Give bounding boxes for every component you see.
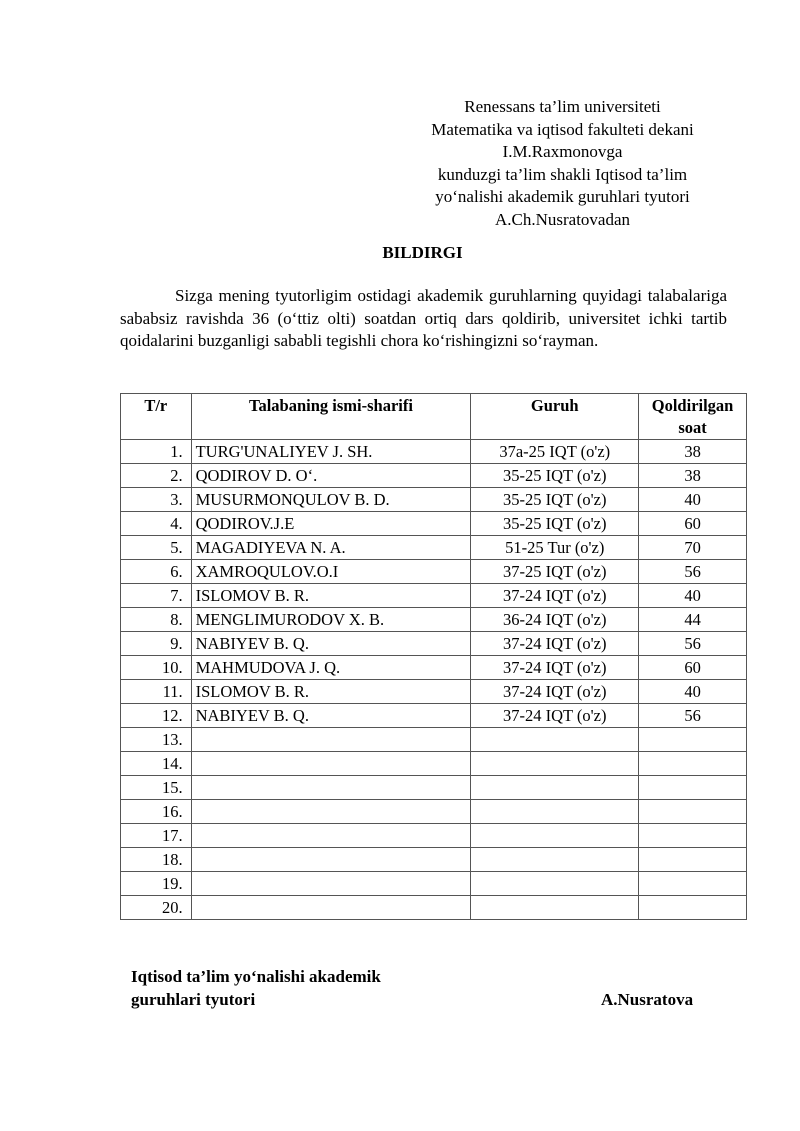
row-number: 2. (121, 464, 192, 488)
row-number: 20. (121, 896, 192, 920)
row-number: 7. (121, 584, 192, 608)
student-name (191, 824, 471, 848)
header-number: T/r (121, 394, 192, 440)
missed-hours (639, 872, 747, 896)
table-row (121, 656, 747, 680)
row-number: 9. (121, 632, 192, 656)
missed-hours: 38 (639, 440, 747, 464)
table-row (121, 488, 747, 512)
student-name: NABIYEV B. Q. (191, 632, 471, 656)
student-name: ISLOMOV B. R. (191, 680, 471, 704)
signature-title (131, 965, 451, 1011)
missed-hours: 38 (639, 464, 747, 488)
table-header-row (121, 394, 747, 440)
missed-hours: 56 (639, 560, 747, 584)
student-group (471, 752, 639, 776)
student-group: 35-25 IQT (o'z) (471, 464, 639, 488)
addressee-line: I.M.Raxmonovga (502, 142, 623, 162)
students-table (120, 393, 747, 920)
student-name: TURG'UNALIYEV J. SH. (191, 440, 471, 464)
student-group: 37a-25 IQT (o'z) (471, 440, 639, 464)
student-group: 36-24 IQT (o'z) (471, 608, 639, 632)
student-name (191, 896, 471, 920)
row-number: 10. (121, 656, 192, 680)
row-number: 6. (121, 560, 192, 584)
table-row (121, 752, 747, 776)
table-row (121, 560, 747, 584)
student-group (471, 728, 639, 752)
student-group (471, 824, 639, 848)
missed-hours: 60 (639, 512, 747, 536)
student-name: NABIYEV B. Q. (191, 704, 471, 728)
table-row (121, 464, 747, 488)
missed-hours: 60 (639, 656, 747, 680)
row-number: 11. (121, 680, 192, 704)
student-group: 37-24 IQT (o'z) (471, 680, 639, 704)
student-name: MENGLIMURODOV X. B. (191, 608, 471, 632)
table-row (121, 776, 747, 800)
student-name: MAGADIYEVA N. A. (191, 536, 471, 560)
table-row (121, 608, 747, 632)
header-hours: Qoldirilgan soat (639, 394, 747, 440)
missed-hours (639, 728, 747, 752)
student-group (471, 896, 639, 920)
missed-hours (639, 896, 747, 920)
student-group (471, 800, 639, 824)
student-group: 37-24 IQT (o'z) (471, 656, 639, 680)
missed-hours (639, 824, 747, 848)
row-number: 4. (121, 512, 192, 536)
header-group: Guruh (471, 394, 639, 440)
student-name (191, 776, 471, 800)
document-title: BILDIRGI (382, 243, 463, 262)
missed-hours: 40 (639, 584, 747, 608)
student-name: QODIROV.J.E (191, 512, 471, 536)
row-number: 15. (121, 776, 192, 800)
row-number: 13. (121, 728, 192, 752)
signature-name: A.Nusratova (601, 990, 694, 1009)
student-group (471, 872, 639, 896)
missed-hours: 40 (639, 488, 747, 512)
addressee-line: kunduzgi ta’lim shakli Iqtisod ta’lim (437, 164, 688, 184)
student-name (191, 848, 471, 872)
addressee-line: Matematika va iqtisod fakulteti dekani (431, 119, 694, 139)
row-number: 14. (121, 752, 192, 776)
student-name (191, 752, 471, 776)
row-number: 16. (121, 800, 192, 824)
missed-hours (639, 848, 747, 872)
student-group: 37-24 IQT (o'z) (471, 632, 639, 656)
table-row (121, 704, 747, 728)
missed-hours (639, 800, 747, 824)
row-number: 12. (121, 704, 192, 728)
missed-hours: 40 (639, 680, 747, 704)
table-row (121, 632, 747, 656)
student-group: 51-25 Tur (o'z) (471, 536, 639, 560)
addressee-line: Renessans ta’lim universiteti (464, 97, 661, 116)
row-number: 1. (121, 440, 192, 464)
header-name: Talabaning ismi-sharifi (191, 394, 471, 440)
student-name (191, 872, 471, 896)
table-row (121, 800, 747, 824)
student-group: 37-25 IQT (o'z) (471, 560, 639, 584)
row-number: 19. (121, 872, 192, 896)
student-name (191, 728, 471, 752)
addressee-block (395, 96, 730, 232)
missed-hours (639, 752, 747, 776)
table-row (121, 584, 747, 608)
missed-hours: 44 (639, 608, 747, 632)
missed-hours: 56 (639, 632, 747, 656)
student-name: XAMROQULOV.O.I (191, 560, 471, 584)
table-row (121, 728, 747, 752)
table-row (121, 824, 747, 848)
student-group (471, 776, 639, 800)
row-number: 5. (121, 536, 192, 560)
student-name: MAHMUDOVA J. Q. (191, 656, 471, 680)
student-name: QODIROV D. O‘. (191, 464, 471, 488)
table-row (121, 848, 747, 872)
row-number: 3. (121, 488, 192, 512)
signature-title-line: Iqtisod ta’lim yo‘nalishi akademik (131, 967, 381, 986)
student-group: 35-25 IQT (o'z) (471, 512, 639, 536)
missed-hours: 56 (639, 704, 747, 728)
body-paragraph: Sizga mening tyutorligim ostidagi akademik guruhlarning quyidagi talabalariga sababsiz ravishda 36 (o‘ttiz olti) soatdan ortiq dars qoldirib, universitet ichki tartib qoidalarini buzganligi sababli tegishli chora ko‘rishingizni so‘rayman. (120, 286, 727, 350)
student-group: 37-24 IQT (o'z) (471, 584, 639, 608)
student-name: MUSURMONQULOV B. D. (191, 488, 471, 512)
row-number: 18. (121, 848, 192, 872)
missed-hours (639, 776, 747, 800)
student-group (471, 848, 639, 872)
addressee-line: A.Ch.Nusratovadan (494, 209, 631, 229)
student-name (191, 800, 471, 824)
table-row (121, 536, 747, 560)
row-number: 8. (121, 608, 192, 632)
table-row (121, 896, 747, 920)
table-row (121, 680, 747, 704)
row-number: 17. (121, 824, 192, 848)
table-body (121, 440, 747, 920)
table-row (121, 440, 747, 464)
signature-title-line: guruhlari tyutori (131, 990, 256, 1009)
student-name: ISLOMOV B. R. (191, 584, 471, 608)
student-group: 35-25 IQT (o'z) (471, 488, 639, 512)
missed-hours: 70 (639, 536, 747, 560)
table-row (121, 872, 747, 896)
student-group: 37-24 IQT (o'z) (471, 704, 639, 728)
addressee-line: yo‘nalishi akademik guruhlari tyutori (435, 187, 690, 207)
table-row (121, 512, 747, 536)
